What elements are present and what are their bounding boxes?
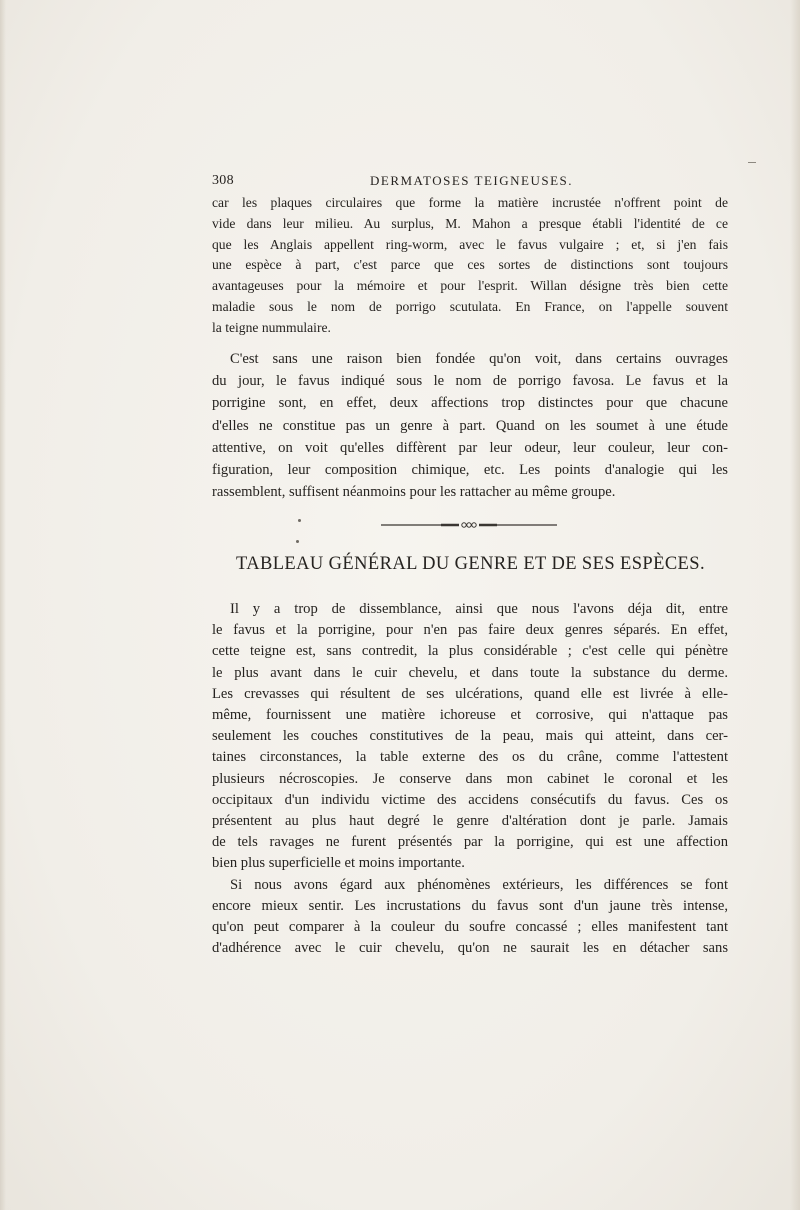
note-line: maladie sous le nom de porrigo scutulata. En France, on l'appelle souvent: [212, 298, 728, 314]
paragraph-favus: [212, 599, 728, 959]
section-title: TABLEAU GÉNÉRAL DU GENRE ET DE SES ESPÈCES.: [236, 554, 705, 574]
paragraph-line: seulement les couches constitutives de la peau, mais qui atteint, dans cer-: [212, 728, 728, 745]
paragraph-line: plusieurs nécroscopies. Je conserve dans mon cabinet le coronal et les: [212, 770, 728, 787]
note-line: la teigne nummulaire.: [212, 319, 331, 335]
paragraph-line: bien plus superficielle et moins importante.: [212, 855, 465, 872]
paragraph-line: présentent au plus haut degré le genre d'altération dont je parle. Jamais: [212, 813, 728, 830]
paragraph-line: qu'on peut comparer à la couleur du soufre concassé ; elles manifestent tant: [212, 919, 728, 936]
footnote-block: [212, 193, 728, 339]
paragraph-line: taines circonstances, la table externe des os du crâne, comme l'attestent: [212, 749, 728, 766]
paragraph-porrigo: [212, 348, 728, 503]
paragraph-line: figuration, leur composition chimique, etc. Les points d'analogie qui les: [212, 462, 728, 479]
note-line: une espèce à part, c'est parce que ces sortes de distinctions sont toujours: [212, 257, 728, 273]
paragraph-line: encore mieux sentir. Les incrustations du favus sont d'un jaune très intense,: [212, 897, 728, 914]
paragraph-line: d'adhérence avec le cuir chevelu, qu'on ne saurait les en détacher sans: [212, 940, 728, 957]
paragraph-line: de tels ravages ne furent présentés par la porrigine, qui est une affection: [212, 834, 728, 851]
paragraph-line: porrigine sont, en effet, deux affections trop distinctes pour que chacune: [212, 395, 728, 412]
ink-speck: [296, 540, 299, 543]
paragraph-line: le favus et la porrigine, pour n'en pas faire deux genres séparés. En effet,: [212, 622, 728, 639]
page-left-edge: [0, 0, 6, 1210]
paragraph-line: d'elles ne constitue pas un genre à part. Quand on les soumet à une étude: [212, 417, 728, 434]
paragraph-line: occipitaux d'un individu victime des accidens consécutifs du favus. Ces os: [212, 791, 728, 808]
running-title: DERMATOSES TEIGNEUSES.: [370, 173, 573, 188]
paragraph-line: Si nous avons égard aux phénomènes extérieurs, les différences se font: [230, 876, 728, 893]
note-line: vide dans leur milieu. Au surplus, M. Mahon a presque établi l'identité de ce: [212, 215, 728, 231]
paragraph-line: le plus avant dans le cuir chevelu, et dans toute la substance du derme.: [212, 664, 728, 681]
running-head: [212, 173, 728, 193]
page-right-edge: [790, 0, 800, 1210]
ornamental-divider: [381, 521, 557, 529]
ink-speck: [298, 519, 301, 522]
paragraph-line: Les crevasses qui résultent de ses ulcérations, quand elle est livrée à elle-: [212, 685, 728, 702]
note-line: car les plaques circulaires que forme la matière incrustée n'offrent point de: [212, 195, 728, 210]
note-line: avantageuses pour la mémoire et pour l'esprit. Willan désigne très bien cette: [212, 278, 728, 294]
paragraph-line: rassemblent, suffisent néanmoins pour les rattacher au même groupe.: [212, 484, 616, 501]
paragraph-line: attentive, on voit qu'elles diffèrent par leur odeur, leur couleur, leur con-: [212, 439, 728, 456]
margin-mark: [748, 162, 756, 163]
paragraph-line: même, fournissent une matière ichoreuse et corrosive, qui n'attaque pas: [212, 707, 728, 724]
paragraph-line: du jour, le favus indiqué sous le nom de porrigo favosa. Le favus et la: [212, 373, 728, 390]
paragraph-line: cette teigne est, sans contredit, la plus considérable ; c'est celle qui pénètre: [212, 643, 728, 660]
paragraph-line: Il y a trop de dissemblance, ainsi que nous l'avons déja dit, entre: [230, 601, 728, 617]
page-number: 308: [212, 173, 234, 188]
paragraph-line: C'est sans une raison bien fondée qu'on voit, dans certains ouvrages: [230, 351, 728, 367]
note-line: que les Anglais appellent ring-worm, avec le favus vulgaire ; et, si j'en fais: [212, 236, 728, 252]
